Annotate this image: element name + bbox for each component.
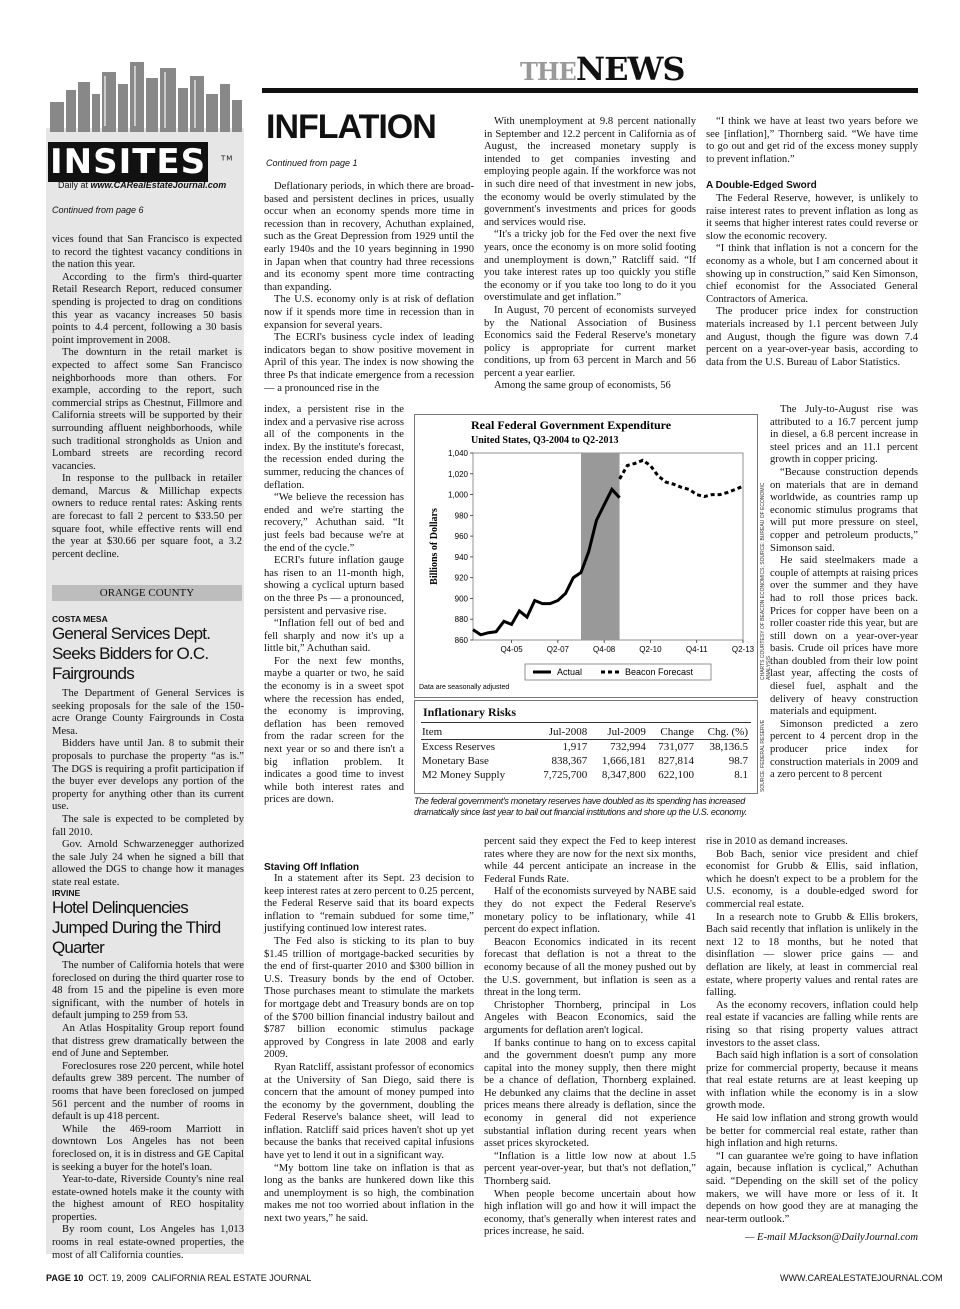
continued-from-page-1: Continued from page 1 [266, 158, 358, 168]
paragraph: The July-to-August rise was attributed to a 16.7 percent jump in diesel, a 6.8 percent increase in steel prices and an 11.1 percent growth in copper pricing. [770, 404, 918, 466]
masthead-the: THE [520, 57, 576, 86]
paragraph: “It's a tricky job for the Fed over the next five years, once the economy is on more solid footing and unemployment is down,” Ratcliff said. “If you take interest rates up too quickly you stifle the economy or if you take too long to do it you overstimulate and get inflation.” [484, 229, 696, 304]
paragraph: Bidders have until Jan. 8 to submit their proposals to purchase the property “as is.” The DGS is requiring a profit participation if the buyer ever develops any portion of the property for anything other than its current use. [52, 738, 244, 813]
table-cell: 98.7 [728, 755, 748, 767]
chart-note: Data are seasonally adjusted [419, 684, 510, 691]
continued-from-page-6: Continued from page 6 [52, 205, 144, 215]
footer-left [46, 1273, 311, 1283]
y-tick-label: 1,000 [447, 490, 468, 500]
paragraph: The Fed also is sticking to its plan to buy $1.45 trillion of mortgage-backed securities by the end of first-quarter 2010 and $300 billion in U.S. Treasury bonds by the end of October. Those purchases meant to stimulate the markets for mortgage debt and Treasury bonds are on top of the $700 billion financial industry bailout and $787 billion economic stimulus package approved by Congress in late 2008 and early 2009. [264, 935, 474, 1061]
paragraph: In response to the pullback in retailer demand, Marcus & Millichap expects owners to reduce rental rates: Asking rents are forecast to fall 2 percent to $33.50 per square foot, while effective rents will end the year at $30.66 per square foot, a 3.2 percent decline. [52, 473, 242, 560]
paragraph: With unemployment at 9.8 percent nationally in September and 12.2 percent in California as of August, the increased monetary supply is intended to get companies investing and employing people again. If the workforce was not in such dire need of that investment in new jobs, the economy would be overly stimulated by the government's investments and prices for goods and services would rise. [484, 116, 696, 228]
y-tick-label: 940 [454, 552, 468, 562]
sidebar-intro [52, 234, 242, 561]
paragraph: Ryan Ratcliff, assistant professor of economics at the University of San Diego, said there is concern that the amount of money pumped into the economy by the government, doubling the Federal Reserve's balance sheet, will lead to inflation. Ratcliff said prices haven't shot up yet because the banks that received capital infusions have yet to lend it out in a significant way. [264, 1061, 474, 1162]
y-tick-label: 860 [454, 636, 468, 645]
table-cell: 38,136.5 [709, 741, 748, 753]
top-rule [262, 88, 918, 93]
story-headline: General Services Dept. Seeks Bidders for O.C. Fairgrounds [52, 624, 211, 683]
paragraph: Among the same group of economists, 56 [494, 380, 671, 392]
skyline-illustration [46, 54, 244, 132]
legend-label: Beacon Forecast [625, 667, 694, 677]
table-cell: 8.1 [734, 769, 748, 781]
y-tick-label: 900 [454, 594, 468, 604]
table-cell: 731,077 [658, 741, 694, 753]
section-label-orange-county: ORANGE COUNTY [52, 585, 242, 601]
y-tick-label: 1,040 [447, 449, 468, 458]
paragraph: The U.S. economy only is at risk of deflation now if it spends more time in recession than in expansion for several years. [264, 294, 474, 331]
x-tick-label: Q4-11 [685, 645, 708, 654]
x-tick-label: Q2-10 [639, 645, 662, 654]
table-cell: 732,994 [610, 741, 646, 753]
col-header: Jul-2008 [548, 726, 588, 738]
article-title: INFLATION [266, 108, 436, 146]
paragraph: In a research note to Grubb & Ellis brokers, Bach said recently that inflation is unlikely in the next 12 to 18 months, but he noted that disinflation — slower price gains — and deflation are likely, at least in commercial real estate, where property values and rental rates are falling. [706, 911, 918, 999]
story-headline: Hotel Delinquencies Jumped During the Third Quarter [52, 898, 221, 957]
table-cell: 8,347,800 [601, 769, 646, 781]
table-cell: 827,814 [658, 755, 694, 767]
col-header: Jul-2009 [607, 726, 646, 738]
table-cell: Monetary Base [422, 755, 489, 767]
paragraph: The sale is expected to be completed by fall 2010. [52, 813, 244, 838]
subhead-staving-off-inflation: Staving Off Inflation [264, 862, 359, 873]
story-body [52, 960, 244, 1262]
paragraph: The ECRI's business cycle index of leading indicators began to show positive movement in April of this year. The index is now showing the three Ps that indicate emergence from a recession — a pronounced rise in the [264, 332, 474, 394]
article-col2-bottom [484, 836, 696, 1239]
y-tick-label: 920 [454, 573, 468, 583]
paragraph: An Atlas Hospitality Group report found that distress grew dramatically between the end of June and September. [52, 1022, 244, 1060]
table-cell: 622,100 [658, 769, 694, 781]
paragraph: The Federal Reserve, however, is unlikely to raise interest rates to prevent inflation as long as it seems that higher interest rates could reverse or slow the economic recovery. [706, 192, 918, 242]
issue-date: OCT. 19, 2009 [88, 1273, 147, 1283]
table-grid [421, 725, 749, 782]
story-kicker: IRVINE [52, 888, 81, 898]
paragraph: According to the firm's third-quarter Retail Research Report, reduced consumer spending is projected to drag on conditions this year as vacancy increases 50 basis points to 4.4 percent, following a 30 basis point improvement in 2008. [52, 271, 242, 346]
paragraph: In August, 70 percent of economists surveyed by the National Association of Business Economics said the Federal Reserve's monetary policy is appropriate for current market conditions, up from 63 percent in March and 56 percent a year earlier. [484, 304, 696, 379]
paragraph: Bob Bach, senior vice president and chief economist for Grubb & Ellis, said inflation, which he doesn't expect to be a problem for the U.S. economy, is a double-edged sword for commercial real estate. [706, 848, 918, 910]
story-fairgrounds [52, 614, 244, 890]
paragraph: The Department of General Services is seeking proposals for the sale of the 150-acre Orange County Fairgrounds in Costa Mesa. [52, 688, 244, 737]
paragraph: Foreclosures rose 220 percent, while hotel defaults grew 389 percent. The number of rooms that have been foreclosed on jumped 561 percent and the number of rooms in default is up 418 percent. [52, 1060, 244, 1123]
table-source: SOURCE: FEDERAL RESERVE [760, 719, 766, 792]
chart-credit: CHARTS COURTESY OF BEACON ECONOMICS; SOURCE: BUREAU OF ECONOMIC ANALYSIS [760, 482, 772, 680]
table-cell: Excess Reserves [422, 741, 496, 753]
table-cell: 7,725,700 [543, 769, 588, 781]
article-col3-top [706, 116, 918, 369]
article-col3-bottom [706, 836, 918, 1245]
insites-logo [48, 142, 244, 182]
table-row [421, 768, 749, 782]
chart-subtitle: United States, Q3-2004 to Q2-2013 [471, 435, 619, 446]
paragraph: vices found that San Francisco is expected to record the tightest vacancy conditions in the nation this year. [52, 234, 242, 271]
paragraph: Half of the economists surveyed by NABE said they do not expect the Federal Reserve's monetary policy to be inflationary, while 41 percent do expect inflation. [484, 886, 696, 936]
x-tick-label: Q4-05 [500, 645, 523, 654]
paragraph: rise in 2010 as demand increases. [706, 836, 848, 847]
chart-caption: The federal government's monetary reserves have doubled as its spending has increased dramatically since last year to bail out financial institutions and shore up the U.S. economy. [414, 796, 747, 817]
paragraph: Bach said high inflation is a sort of consolation prize for commercial property, because it means that real estate returns are at least keeping up with inflation while the economy is in a slow growth mode. [706, 1050, 918, 1112]
subhead-double-edged-sword: A Double-Edged Sword [706, 180, 817, 192]
paragraph: For the next few months, maybe a quarter or two, he said the economy is in a sweet spot where the recession has ended, the economy is improving, deflation has been removed from the radar screen for the next year or so and there isn't a big inflation problem. It indicates a good time to invest while both interest rates and prices are down. [264, 655, 404, 806]
paragraph: If banks continue to hang on to excess capital and the government doesn't pump any more capital into the money supply, then there might be a chance of deflation, Thornberg explained. He debunked any claims that the decline in asset prices means there already is deflation, since the economy in general did not experience substantial inflation during recent years when asset prices skyrocketed. [484, 1037, 696, 1150]
paragraph: The producer price index for construction materials increased by 1.1 percent between July and August, though the figure was down 7.4 percent on a year-over-year basis, according to data from the U.S. Bureau of Labor Statistics. [706, 306, 918, 368]
y-axis-label: Billions of Dollars [429, 508, 440, 585]
paragraph: percent said they expect the Fed to keep interest rates where they are now for the next six months, while 44 percent anticipate an increase in the Federal Funds Rate. [484, 836, 696, 885]
publication-name: CALIFORNIA REAL ESTATE JOURNAL [151, 1273, 312, 1283]
masthead-news: NEWS [575, 50, 685, 88]
paragraph: He said steelmakers made a couple of attempts at raising prices over the summer and they have had to roll those prices back. Prices for copper have been on a roller coaster ride this year, but are still down on a year-over-year basis. Crude oil prices have more than doubled from their low point last year, affecting the costs of diesel fuel, asphalt and the delivery of heavy construction materials and equipment. [770, 555, 918, 718]
paragraph: “I think that inflation is not a concern for the economy as a whole, but I am concerned about it showing up in construction,” said Ken Simonson, chief economist for the Associated General Contractors of America. [706, 243, 918, 305]
table-header-row [421, 725, 749, 740]
y-tick-label: 1,020 [447, 469, 468, 479]
chart-title: Real Federal Government Expenditure [471, 418, 672, 432]
article-col3-narrow [770, 404, 918, 782]
y-tick-label: 960 [454, 532, 468, 542]
paragraph: index, a persistent rise in the index and a pervasive rise across all of the components in the index. By the institute's forecast, the recession ended during the summer, reducing the chances of deflation. [264, 404, 404, 491]
inflationary-risks-table [414, 700, 758, 794]
paragraph: He said low inflation and strong growth would be better for commercial real estate, rather than high inflation and high returns. [706, 1113, 918, 1150]
article-col2-top [484, 116, 696, 393]
paragraph: Simonson predicted a zero percent to 4 percent drop in the producer price index for construction materials in 2009 and a zero percent to 8 percent [770, 718, 918, 781]
col-header: Chg. (%) [707, 726, 748, 738]
paragraph: When people become uncertain about how high inflation will go and how it will impact the economy, that's generally when interest rates and prices increase, he said. [484, 1188, 696, 1238]
y-tick-label: 980 [454, 511, 468, 521]
page-number: PAGE 10 [46, 1273, 84, 1283]
table-row [421, 754, 749, 768]
paragraph: “I think we have at least two years before we see [inflation],” Thornberg said. “We have time to go out and get rid of the excess money supply to prevent inflation.” [706, 116, 918, 165]
email-signoff: — E-mail MJackson@DailyJournal.com [744, 1232, 918, 1244]
paragraph: “Inflation is a little low now at about 1.5 percent year-over-year, but that's not deflation,” Thornberg said. [484, 1150, 696, 1188]
paragraph: “My bottom line take on inflation is that as long as the banks are hunkered down like this and unemployment is so high, the combination makes me not too worried about inflation in the next two years,” he said. [264, 1162, 474, 1225]
x-tick-label: Q4-08 [593, 645, 616, 654]
chart-svg [415, 415, 757, 697]
table-title: Inflationary Risks [423, 705, 517, 719]
article-col1-bottom-body [264, 873, 474, 1226]
story-kicker: COSTA MESA [52, 614, 108, 624]
daily-line [58, 180, 226, 190]
paragraph: By room count, Los Angeles has 1,013 rooms in real estate-owned properties, the most of all California counties. [52, 1224, 244, 1261]
paragraph: “Because construction depends on materials that are in demand worldwide, as countries ramp up economic stimulus programs that will put more pressure on steel, copper and petroleum products,” Simonson said. [770, 466, 918, 554]
paragraph: Christopher Thornberg, principal in Los Angeles with Beacon Economics, said the arguments for deflation aren't logical. [484, 999, 696, 1036]
table-cell: 1,666,181 [601, 755, 646, 767]
col-header: Item [422, 726, 443, 738]
insites-logo-text: INSITES [50, 142, 207, 182]
legend-label: Actual [557, 667, 583, 677]
paragraph: While the 469-room Marriott in downtown Los Angeles has not been foreclosed on, it is in distress and GE Capital is seeking a buyer for the hotel's loan. [52, 1123, 244, 1173]
table-cell: M2 Money Supply [422, 769, 506, 781]
article-col1-bottom [264, 862, 474, 1226]
paragraph: “I can guarantee we're going to have inflation again, because inflation is cyclical,” Achuthan said. “Depending on the skill set of the policy makers, we will have more or less of it. It depends on how good they are at managing the near-term outlook.” [706, 1150, 918, 1225]
paragraph: “We believe the recession has ended and we're starting the recovery,” Achuthan said. “It just feels bad because we're at the end of the cycle.” [264, 492, 404, 554]
paragraph: Gov. Arnold Schwarzenegger authorized the sale July 24 when he signed a bill that allowed the DGS to change how it manages state real estate. [52, 839, 244, 888]
table-rule [421, 722, 751, 723]
x-tick-label: Q2-07 [546, 645, 569, 654]
paragraph: The number of California hotels that were foreclosed on during the third quarter rose to 48 from 15 and the pipeline is even more significant, with the number of hotels in default jumping to 259 from 53. [52, 960, 244, 1022]
paragraph: In a statement after its Sept. 23 decision to keep interest rates at zero percent to 0.25 percent, the Federal Reserve said that its board expects inflation to “remain subdued for some time,” justifying continued low interest rates. [264, 873, 475, 935]
paragraph: “Inflation fell out of bed and fell sharply and now it's up a little bit,” Achuthan said. [264, 618, 404, 655]
x-tick-label: Q2-13 [731, 645, 755, 654]
col-header: Change [660, 726, 694, 738]
trademark: TM [221, 154, 234, 163]
shaded-region [581, 453, 620, 640]
table-cell: 838,367 [551, 755, 588, 767]
article-col1-narrow [264, 404, 404, 807]
daily-prefix: Daily at [58, 180, 91, 190]
masthead [520, 50, 685, 88]
table-row [421, 740, 749, 755]
footer-url[interactable]: WWW.CAREALESTATEJOURNAL.COM [780, 1273, 943, 1283]
y-tick-label: 880 [454, 615, 468, 625]
paragraph: As the economy recovers, inflation could help real estate if vacancies are falling while rents are rising so that rising property values attract investors to the asset class. [706, 999, 918, 1049]
paragraph: Year-to-date, Riverside County's nine real estate-owned hotels make it the county with the highest amount of REO hospitality properties. [52, 1174, 244, 1223]
story-body [52, 688, 244, 890]
paragraph: Deflationary periods, in which there are broad-based and persistent declines in prices, usually occur when an economy spends more time in recession than in recovery, Achuthan explained, such as the Great Depression from 1929 until the early 1940s and the 10 years beginning in 1990 in Japan when that country had three recessions and its economy spent more time contracting than expanding. [264, 181, 474, 293]
paragraph: ECRI's future inflation gauge has risen to an 11-month high, showing a cyclical upturn based on the three Ps — a pronounced, persistent and pervasive rise. [264, 555, 404, 617]
paragraph: Beacon Economics indicated in its recent forecast that deflation is not a threat to the economy because of all the money pushed out by the U.S. government, but inflation is seen as a threat in the long term. [484, 936, 696, 999]
expenditure-chart [414, 414, 758, 698]
story-hotel-delinquencies [52, 888, 244, 1262]
article-col1-top [264, 181, 474, 395]
daily-site-link[interactable]: www.CARealEstateJournal.com [90, 180, 227, 190]
paragraph: The downturn in the retail market is expected to affect some San Francisco neighborhoods more than others. For example, according to the report, such commercial strips as Chestnut, Fillmore and California streets will be supported by their surrounding affluent neighborhoods, while such traditional strongholds as Union and Lombard streets are recording record vacancies. [52, 347, 242, 472]
table-cell: 1,917 [562, 741, 588, 753]
